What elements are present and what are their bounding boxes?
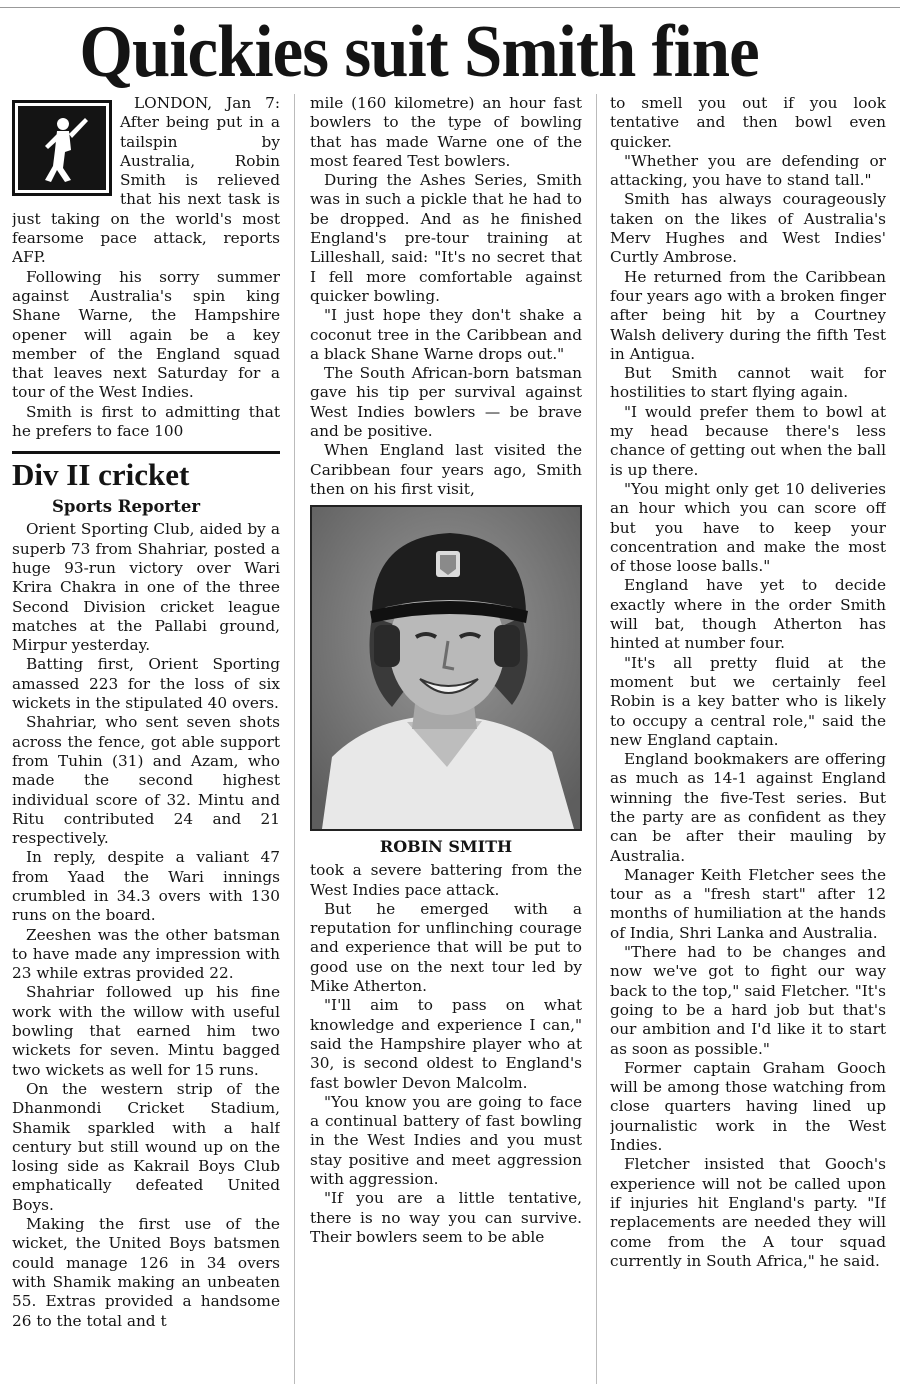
- article-paragraph: "I just hope they don't shake a coconut tree in the Caribbean and a black Shane Warne drops out.": [310, 306, 582, 363]
- article-paragraph: Following his sorry summer against Australia's spin king Shane Warne, the Hampshire opener will again be a key member of the England squad that leaves next Saturday for a tour of the West Indies.: [12, 267, 280, 402]
- torn-top-edge: [0, 0, 900, 8]
- article-paragraph: England have yet to decide exactly where in the order Smith will bat, though Atherton has hinted at number four.: [610, 576, 886, 653]
- article-paragraph: Former captain Graham Gooch will be among those watching from close quarters having lined up journalistic work in the West Indies.: [610, 1058, 886, 1155]
- subhead-div2-cricket: Div II cricket: [12, 451, 280, 492]
- article-paragraph: "You might only get 10 deliveries an hour which you can score off but you have to keep your concentration and make the most of those loose balls.": [610, 479, 886, 576]
- article-paragraph: "There had to be changes and now we've got to fight our way back to the top," said Fletcher. "It's going to be a hard job but that's our ambition and I'd like it to start as soon as possible.": [610, 943, 886, 1058]
- article-paragraph: mile (160 kilometre) an hour fast bowlers to the type of bowling that has made Warne one of the most feared Test bowlers.: [310, 94, 582, 170]
- article-paragraph: Batting first, Orient Sporting amassed 223 for the loss of six wickets in the stipulated 40 overs.: [12, 655, 280, 713]
- article-paragraph: took a severe battering from the West Indies pace attack.: [310, 861, 582, 899]
- column-1: [12, 94, 280, 1394]
- cricket-batsman-icon: [27, 112, 97, 184]
- article-paragraph: Making the first use of the wicket, the United Boys batsmen could manage 126 in 34 overs with Shamik making an unbeaten 55. Extras provided a handsome 26 to the total and t: [12, 1215, 280, 1330]
- article-paragraph: On the western strip of the Dhanmondi Cricket Stadium, Shamik sparkled with a half century but still wound up on the losing side as Kakrail Boys Club emphatically defeated United Boys.: [12, 1079, 280, 1214]
- article-paragraph: Shahriar followed up his fine work with the willow with useful bowling that earned him two wickets for seven. Mintu bagged two wickets as well for 15 runs.: [12, 983, 280, 1079]
- intro-block: [12, 94, 280, 441]
- article-paragraph: The South African-born batsman gave his tip per survival against West Indies bowlers — be brave and be positive.: [310, 364, 582, 441]
- byline: Sports Reporter: [52, 497, 201, 517]
- article-paragraph: Orient Sporting Club, aided by a superb 73 from Shahriar, posted a huge 93-run victory over Wari Krira Chakra in one of the three Second Division cricket league matches at the Pallabi ground, Mirpur yesterday.: [12, 520, 280, 655]
- article-paragraph: He returned from the Caribbean four years ago with a broken finger after being hit by a Courtney Walsh delivery during the fifth Test in Antigua.: [610, 267, 886, 363]
- article-paragraph: Shahriar, who sent seven shots across the fence, got able support from Tuhin (31) and Azam, who made the second highest individual score of 32. Mintu and Ritu contributed 24 and 21 respectively.: [12, 713, 280, 848]
- article-paragraph: England bookmakers are offering as much as 14-1 against England winning the five-Test series. But the party are as confident as they can be after their mauling by Australia.: [610, 750, 886, 865]
- article-paragraph: When England last visited the Caribbean four years ago, Smith then on his first visit,: [310, 441, 582, 498]
- article-paragraph: During the Ashes Series, Smith was in such a pickle that he had to be dropped. And as he finished England's pre-tour training at Lilleshall, said: "It's no secret that I fell more comfortable against quicker bowling.: [310, 171, 582, 305]
- column-3: [610, 94, 886, 1394]
- article-paragraph: But Smith cannot wait for hostilities to start flying again.: [610, 364, 886, 402]
- article-paragraph: But he emerged with a reputation for unflinching courage and experience that will be put to good use on the next tour led by Mike Atherton.: [310, 899, 582, 996]
- article-paragraph: "I'll aim to pass on what knowledge and experience I can," said the Hampshire player who at 30, is second oldest to England's fast bowler Devon Malcolm.: [310, 996, 582, 1092]
- photo-caption: ROBIN SMITH: [379, 837, 513, 857]
- column-divider: [294, 94, 295, 1384]
- article-paragraph: "It's all pretty fluid at the moment but we certainly feel Robin is a key batter who is likely to occupy a central role," said the new England captain.: [610, 653, 886, 749]
- article-paragraph: "You know you are going to face a continual battery of fast bowling in the West Indies and you must stay positive and meet aggression with aggression.: [310, 1092, 582, 1188]
- article-paragraph: Zeeshen was the other batsman to have made any impression with 23 while extras provided 22.: [12, 925, 280, 983]
- player-photo: [310, 505, 582, 831]
- article-paragraph: "If you are a little tentative, there is no way you can survive. Their bowlers seem to be able: [310, 1189, 582, 1246]
- article-paragraph: Smith has always courageously taken on the likes of Australia's Merv Hughes and West Indies' Curtly Ambrose.: [610, 190, 886, 267]
- article-paragraph: Smith is first to admitting that he prefers to face 100: [12, 402, 280, 441]
- column-2: [310, 94, 582, 1394]
- article-paragraph: "I would prefer them to bowl at my head because there's less chance of getting out when the ball is up there.: [610, 402, 886, 479]
- article-paragraph: Manager Keith Fletcher sees the tour as a "fresh start" after 12 months of humiliation at the hands of India, Shri Lanka and Australia.: [610, 865, 886, 942]
- article-paragraph: to smell you out if you look tentative and then bowl even quicker.: [610, 94, 886, 151]
- article-paragraph: "Whether you are defending or attacking, you have to stand tall.": [610, 151, 886, 190]
- article-paragraph: Fletcher insisted that Gooch's experience will not be called upon if injuries hit England's party. "If replacements are needed they will come from the A tour squad currently in South Africa," he said.: [610, 1155, 886, 1270]
- column-divider: [596, 94, 597, 1384]
- headline: Quickies suit Smith fine: [79, 11, 759, 93]
- article-paragraph: LONDON, Jan 7: After being put in a tailspin by Australia, Robin Smith is relieved that his next task is just taking on the world's most fearsome pace attack, reports AFP.: [12, 94, 280, 267]
- section-logo: [12, 100, 112, 196]
- robin-smith-portrait: [312, 507, 580, 829]
- article-paragraph: In reply, despite a valiant 47 from Yaad the Wari innings crumbled in 34.3 overs with 130 runs on the board.: [12, 848, 280, 925]
